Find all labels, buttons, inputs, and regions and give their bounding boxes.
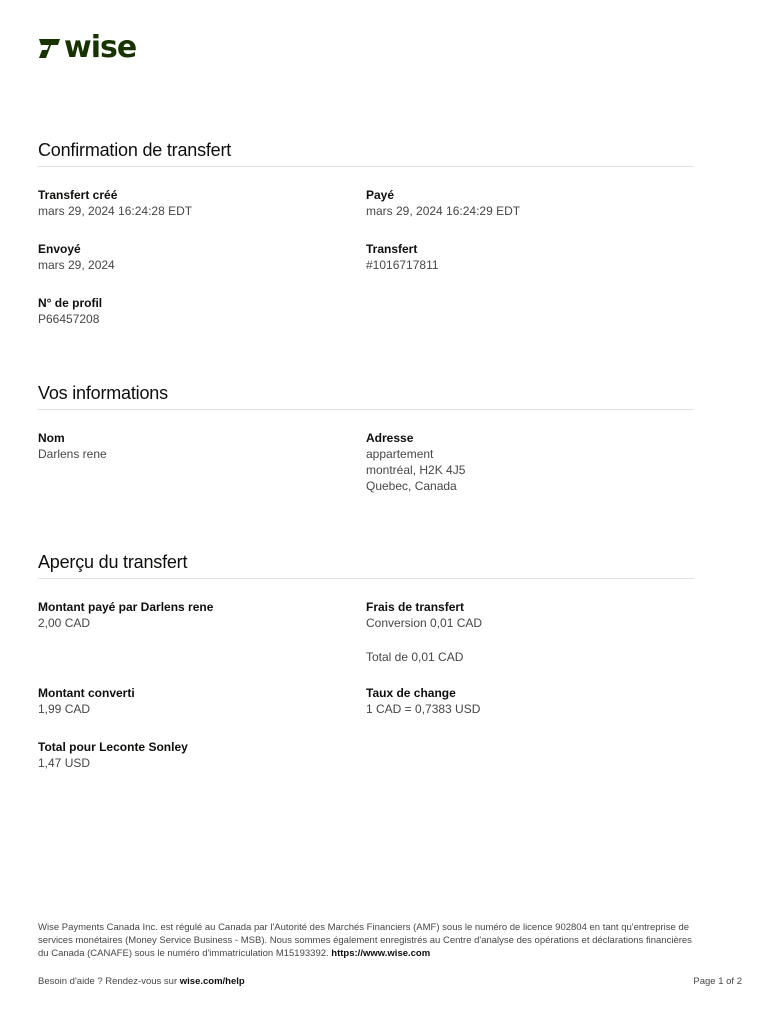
overview-section (38, 551, 694, 791)
address-line-1: appartement (366, 447, 434, 461)
wise-website-link[interactable]: https://www.wise.com (331, 948, 431, 959)
created-field (38, 187, 192, 219)
total-field (38, 739, 188, 771)
help-text: Besoin d'aide ? Rendez-vous sur (38, 976, 178, 987)
rate-value: 1 CAD = 0,7383 USD (366, 702, 481, 716)
name-label: Nom (38, 431, 65, 445)
your-info-section (38, 382, 694, 512)
paid-by-field (38, 599, 213, 631)
wise-logo-text: wise (64, 30, 137, 65)
converted-field (38, 685, 135, 717)
page-number: Page 1 of 2 (693, 976, 742, 987)
your-info-title: Vos informations (38, 382, 694, 410)
converted-label: Montant converti (38, 686, 135, 700)
fees-field (366, 599, 482, 665)
confirmation-title: Confirmation de transfert (38, 139, 694, 167)
created-value: mars 29, 2024 16:24:28 EDT (38, 204, 193, 218)
help-line (38, 976, 245, 987)
paid-value: mars 29, 2024 16:24:29 EDT (366, 204, 521, 218)
transfer-id-value: #1016717811 (366, 258, 439, 272)
profile-label: N° de profil (38, 296, 103, 310)
created-label: Transfert créé (38, 188, 118, 202)
sent-value: mars 29, 2024 (38, 258, 115, 272)
wise-logo (38, 30, 137, 65)
transfer-id-field (366, 241, 439, 273)
legal-text: Wise Payments Canada Inc. est régulé au Canada par l'Autorité des Marchés Financiers (AMF) sous le numéro de licence 902804 en tant qu'entreprise de services monétaires (Money Service Business - MSB). Nous sommes également enregistrés au Centre d'analyse des opérations et déclarations financières du Canada (CANAFE) sous le numéro d'immatriculation M15193392. (38, 922, 692, 959)
fees-total: Total de 0,01 CAD (366, 650, 464, 664)
profile-field (38, 295, 102, 327)
overview-title: Aperçu du transfert (38, 551, 694, 579)
legal-notice (38, 921, 698, 960)
total-value: 1,47 USD (38, 756, 91, 770)
converted-value: 1,99 CAD (38, 702, 91, 716)
address-label: Adresse (366, 431, 414, 445)
rate-label: Taux de change (366, 686, 456, 700)
rate-field (366, 685, 480, 717)
help-link[interactable]: wise.com/help (179, 976, 245, 987)
paid-by-value: 2,00 CAD (38, 616, 91, 630)
name-value: Darlens rene (38, 447, 107, 461)
paid-label: Payé (366, 188, 395, 202)
paid-field (366, 187, 520, 219)
fees-label: Frais de transfert (366, 600, 465, 614)
sent-label: Envoyé (38, 242, 81, 256)
transfer-id-label: Transfert (366, 242, 418, 256)
address-field (366, 430, 465, 494)
fees-conversion: Conversion 0,01 CAD (366, 616, 483, 630)
name-field (38, 430, 107, 462)
paid-by-label: Montant payé par Darlens rene (38, 600, 214, 614)
sent-field (38, 241, 115, 273)
wise-flag-icon (38, 36, 62, 60)
address-line-3: Quebec, Canada (366, 479, 457, 493)
total-label: Total pour Leconte Sonley (38, 740, 188, 754)
confirmation-section (38, 139, 694, 339)
profile-value: P66457208 (38, 312, 100, 326)
address-line-2: montréal, H2K 4J5 (366, 463, 466, 477)
